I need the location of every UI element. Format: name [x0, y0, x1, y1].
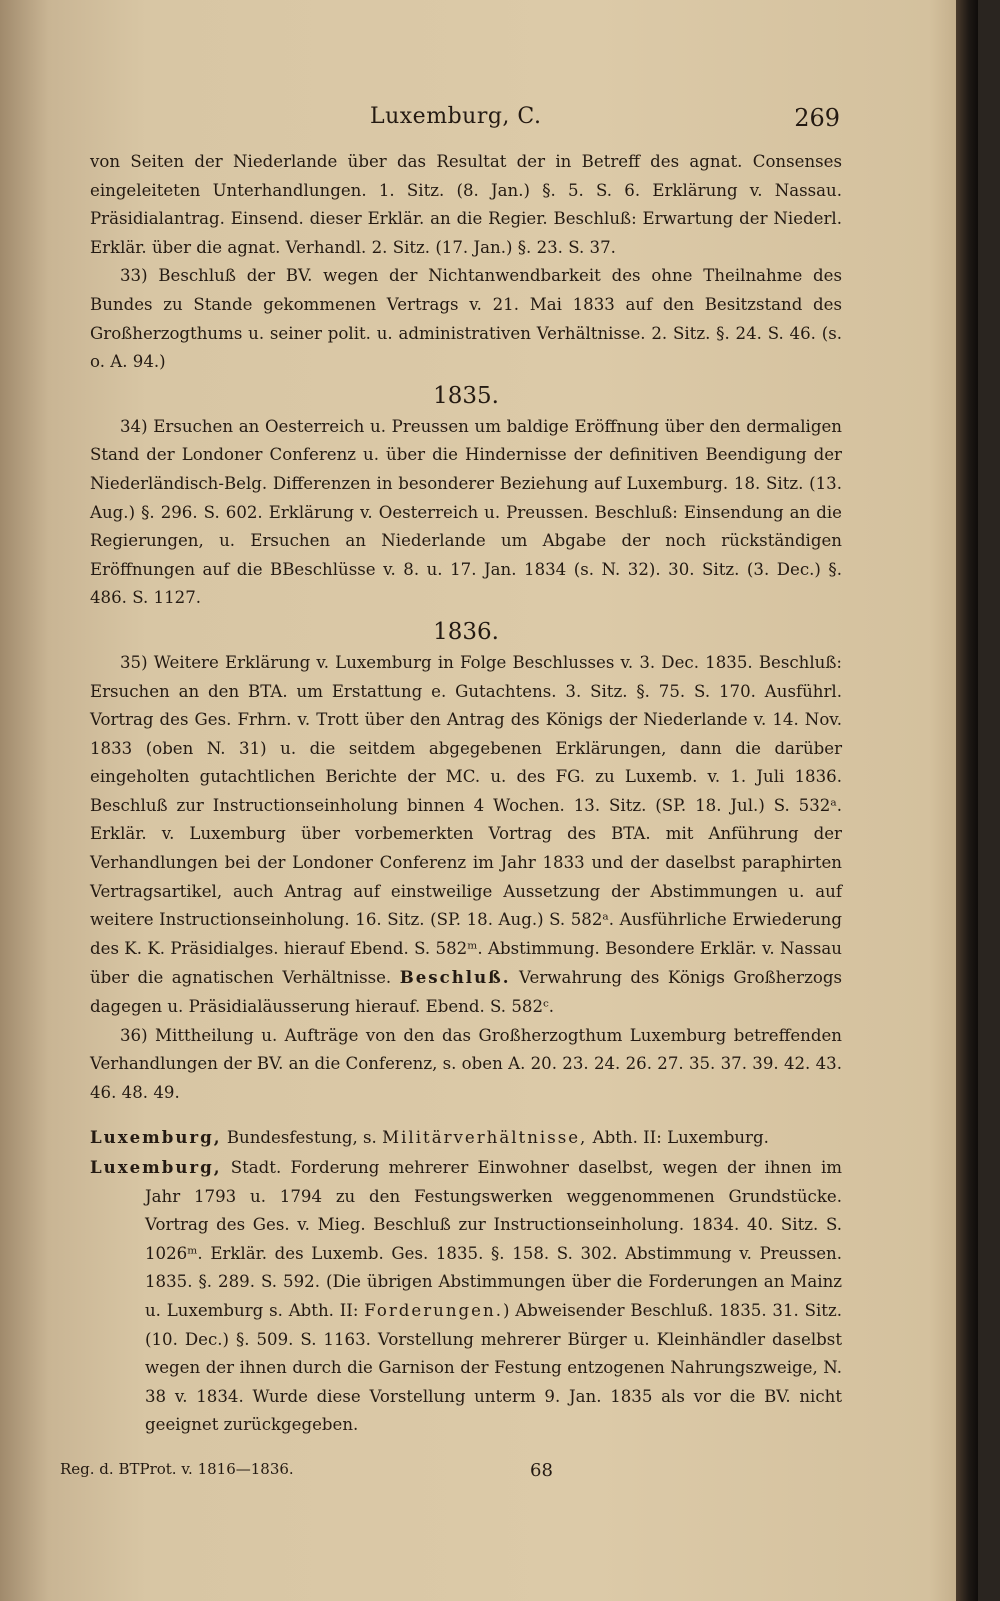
entry-bundesfestung: [90, 1123, 842, 1153]
paragraph-35-end: Verwahrung des Königs Großherzogs dagegen u. Präsidialäusserung hierauf. Ebend. S. 582ᶜ.: [90, 968, 842, 1017]
page-footer: [60, 1460, 820, 1490]
page-body: [90, 148, 842, 1440]
entry-stadt-ref: Forderungen.: [364, 1300, 503, 1320]
entry-stadt-text-b: ) Abweisender Beschluß. 1835. 31. Sitz. (10. Dec.) §. 509. S. 1163. Vorstellung mehrerer Bürger u. Kleinhändler daselbst wegen der ihnen durch die Garnison der Festung entzogenen Nahrungszweige, N. 38 v. 1834. Wurde diese Vorstellung unterm 9. Jan. 1835 als vor die BV. nicht geeignet zurückgegeben.: [145, 1300, 842, 1435]
paragraph-continuation: von Seiten der Niederlande über das Resultat der in Betreff des agnat. Consenses eingeleiteten Unterhandlungen. 1. Sitz. (8. Jan.) §. 5. S. 6. Erklärung v. Nassau. Präsidialantrag. Einsend. dieser Erklär. an die Regier. Beschluß: Erwartung der Niederl. Erklär. über die agnat. Verhandl. 2. Sitz. (17. Jan.) §. 23. S. 37.: [90, 152, 842, 257]
year-heading-1836: 1836.: [433, 618, 499, 645]
entry-stadt-head: Luxemburg,: [90, 1157, 222, 1177]
paragraph-35: [90, 649, 842, 1022]
book-edge: [956, 0, 978, 1601]
entry-bundesfestung-head: Luxemburg,: [90, 1127, 222, 1148]
entry-bundesfestung-mid: Bundesfestung, s.: [226, 1128, 377, 1148]
entry-gap: [90, 1107, 842, 1123]
entry-bundesfestung-end: Abth. II: Luxemburg.: [592, 1128, 769, 1148]
footer-reference: Reg. d. BTProt. v. 1816—1836.: [60, 1460, 294, 1478]
signature-mark: 68: [530, 1460, 553, 1481]
paragraph-34: 34) Ersuchen an Oesterreich u. Preussen um baldige Eröffnung über den dermaligen Stand der Londoner Conferenz u. über die Hindernisse der definitiven Beendigung der Niederländisch-Belg. Differenzen in besonderer Beziehung auf Luxemburg. 18. Sitz. (13. Aug.) §. 296. S. 602. Erklärung v. Oesterreich u. Preussen. Beschluß: Einsendung an die Regierungen, u. Ersuchen an Niederlande um Abgabe der noch rückständigen Eröffnungen auf die BBeschlüsse v. 8. u. 17. Jan. 1834 (s. N. 32). 30. Sitz. (3. Dec.) §. 486. S. 1127.: [90, 416, 842, 608]
entry-bundesfestung-ref: Militärverhältnisse,: [382, 1128, 588, 1148]
paragraph-35-beschluss: Beschluß.: [399, 967, 511, 988]
paragraph-36: 36) Mittheilung u. Aufträge von den das Großherzogthum Luxemburg betreffenden Verhandlungen der BV. an die Conferenz, s. oben A. 20. 23. 24. 26. 27. 35. 37. 39. 42. 43. 46. 48. 49.: [90, 1025, 842, 1102]
page-number: 269: [794, 104, 840, 132]
paragraph-33: 33) Beschluß der BV. wegen der Nichtanwendbarkeit des ohne Theilnahme des Bundes zu Stande gekommenen Vertrags v. 21. Mai 1833 auf den Besitzstand des Großherzogthums u. seiner polit. u. administrativen Verhältnisse. 2. Sitz. §. 24. S. 46. (s. o. A. 94.): [90, 266, 842, 372]
year-heading-1835: 1835.: [433, 382, 499, 409]
entry-stadt-text-a: Stadt. Forderung mehrerer Einwohner daselbst, wegen der ihnen im Jahr 1793 u. 1794 zu den Festungswerken weggenommenen Grundstücke. Vortrag des Ges. v. Mieg. Beschluß zur Instructionseinholung. 1834. 40. Sitz. S. 1026ᵐ. Erklär. des Luxemb. Ges. 1835. §. 158. S. 302. Abstimmung v. Preussen. 1835. §. 289. S. 592. (Die übrigen Abstimmungen über die Forderungen an Mainz u. Luxemburg s. Abth. II:: [145, 1158, 842, 1320]
running-title: Luxemburg, C.: [370, 104, 542, 129]
running-head: [90, 104, 840, 138]
paragraph-35-main: 35) Weitere Erklärung v. Luxemburg in Folge Beschlusses v. 3. Dec. 1835. Beschluß: Ersuchen an den BTA. um Erstattung e. Gutachtens. 3. Sitz. §. 75. S. 170. Ausführl. Vortrag des Ges. Frhrn. v. Trott über den Antrag des Königs der Niederlande v. 14. Nov. 1833 (oben N. 31) u. die seitdem abgegebenen Erklärungen, dann die darüber eingeholten gutachtlichen Berichte der MC. u. des FG. zu Luxemb. v. 1. Juli 1836. Beschluß zur Instructionseinholung binnen 4 Wochen. 13. Sitz. (SP. 18. Jul.) S. 532ᵃ. Erklär. v. Luxemburg über vorbemerkten Vortrag des BTA. mit Anführung der Verhandlungen bei der Londoner Conferenz im Jahr 1833 und der daselbst paraphirten Vertragsartikel, auch Antrag auf einstweilige Aussetzung der Abstimmungen u. auf weitere Instructionseinholung. 16. Sitz. (SP. 18. Aug.) S. 582ᵃ. Ausführliche Erwiederung des K. K. Präsidialges. hierauf Ebend. S. 582ᵐ. Abstimmung. Besondere Erklär. v. Nassau über die agnatischen Verhältnisse.: [90, 652, 842, 988]
entry-stadt: [90, 1153, 842, 1440]
